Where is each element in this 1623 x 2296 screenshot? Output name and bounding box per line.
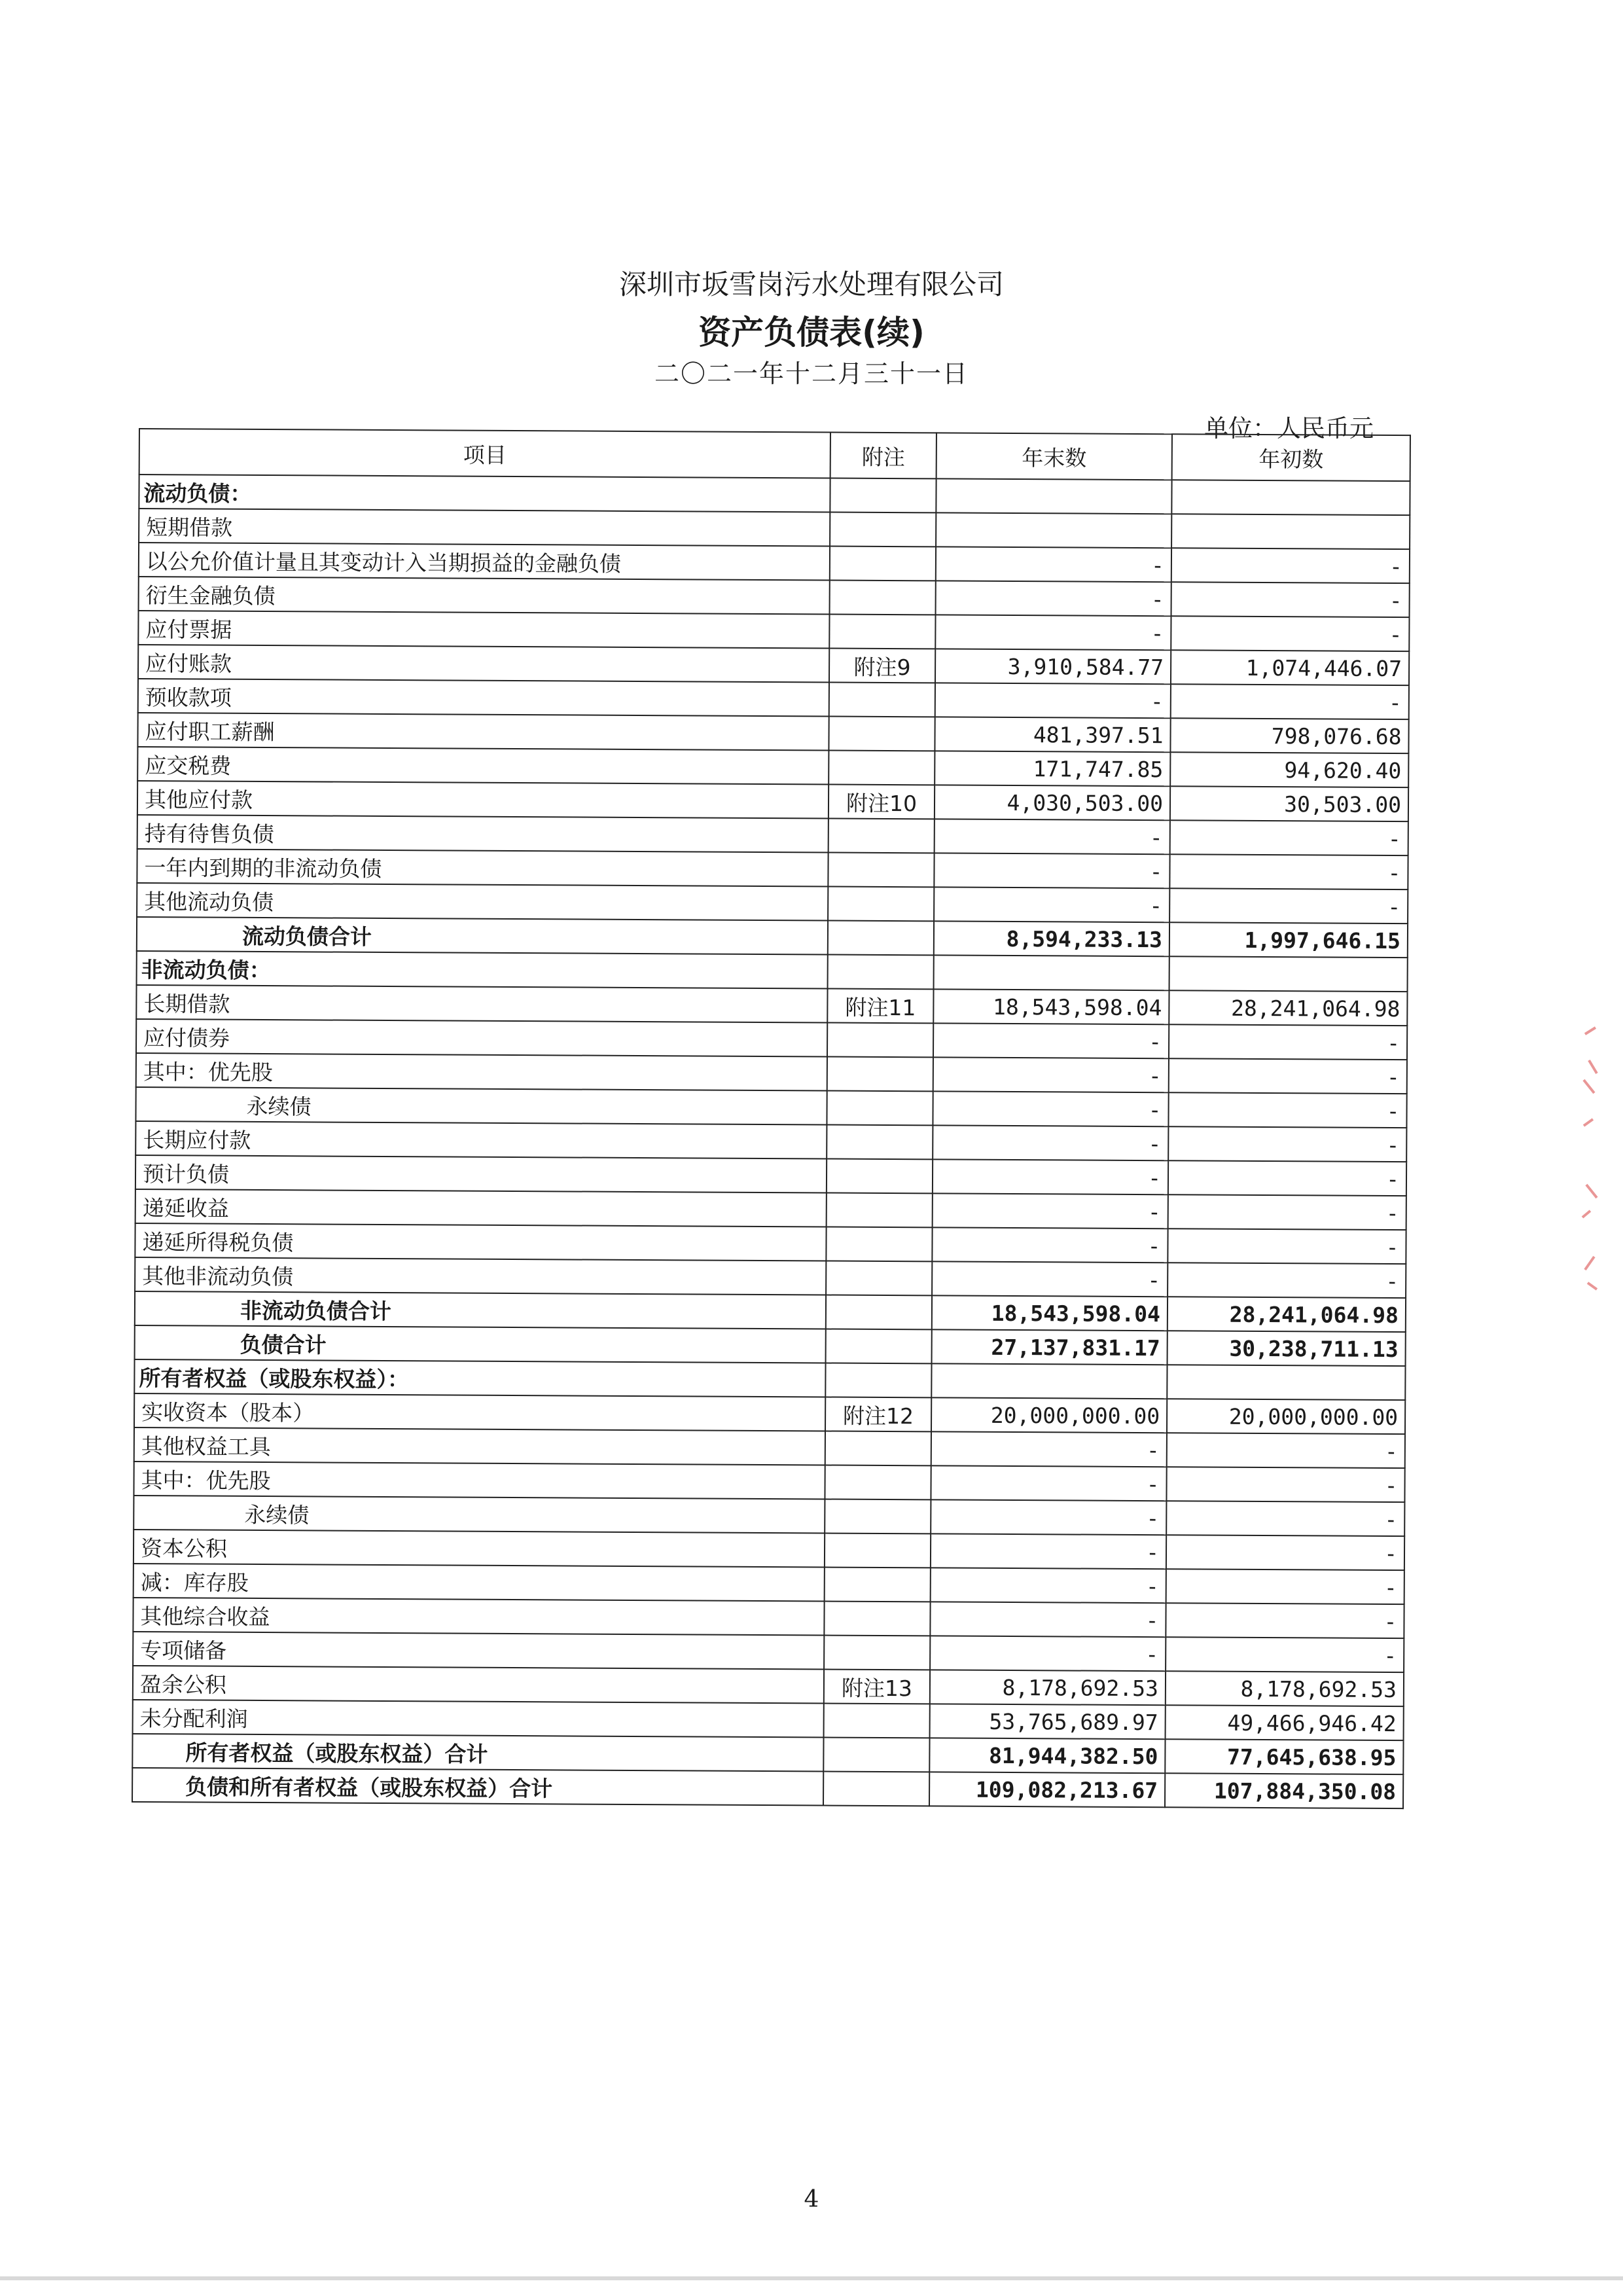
row-year-begin-value: -: [1166, 1535, 1404, 1570]
row-year-begin-value: 1,997,646.15: [1169, 922, 1408, 958]
row-year-end-value: 81,944,382.50: [929, 1738, 1165, 1773]
row-note-ref: [826, 1227, 932, 1262]
row-year-end-value: -: [933, 1159, 1168, 1194]
row-year-end-value: -: [935, 683, 1171, 718]
column-header-note: 附注: [830, 433, 936, 479]
report-title: 资产负债表(续): [698, 314, 925, 351]
row-item-label: 持有待售负债: [137, 815, 829, 853]
row-year-end-value: 171,747.85: [935, 751, 1170, 786]
row-item-label: 其他非流动负债: [135, 1257, 826, 1295]
row-item-label: 应付职工薪酬: [137, 713, 829, 751]
row-note-ref: [828, 955, 934, 990]
row-year-end-value: 20,000,000.00: [931, 1397, 1167, 1433]
row-item-label: 其中：优先股: [134, 1462, 825, 1499]
column-header-item: 项目: [139, 429, 830, 478]
row-item-label: 其他综合收益: [133, 1598, 824, 1636]
row-item-label: 专项储备: [133, 1632, 824, 1670]
row-year-end-value: [936, 478, 1171, 514]
row-note-ref: [827, 1023, 933, 1058]
row-year-end-value: -: [931, 1499, 1166, 1535]
row-year-begin-value: -: [1170, 820, 1408, 855]
row-note-ref: 附注9: [829, 649, 935, 683]
row-year-end-value: 27,137,831.17: [932, 1329, 1168, 1365]
column-header-year-begin: 年初数: [1172, 434, 1410, 481]
row-year-end-value: 18,543,598.04: [933, 989, 1169, 1024]
row-year-begin-value: [1171, 480, 1410, 515]
row-year-end-value: -: [931, 1465, 1166, 1501]
row-year-end-value: 53,765,689.97: [930, 1704, 1166, 1739]
row-year-end-value: 481,397.51: [935, 717, 1170, 752]
row-year-end-value: -: [931, 1568, 1166, 1603]
row-item-label: 衍生金融负债: [139, 577, 830, 615]
row-year-end-value: -: [933, 1057, 1169, 1092]
row-item-label: 未分配利润: [133, 1700, 824, 1738]
row-note-ref: [825, 1499, 931, 1534]
row-year-end-value: 8,178,692.53: [930, 1670, 1166, 1705]
row-item-label: 应交税费: [137, 747, 829, 785]
row-item-label: 盈余公积: [133, 1666, 824, 1704]
row-item-label: 其他应付款: [137, 781, 829, 819]
row-note-ref: [827, 1091, 933, 1126]
row-year-end-value: -: [931, 1431, 1167, 1467]
row-item-label: 以公允价值计量且其变动计入当期损益的金融负债: [139, 543, 830, 581]
row-item-label: 长期应付款: [135, 1121, 827, 1159]
row-year-end-value: [936, 512, 1171, 548]
row-year-end-value: -: [930, 1636, 1166, 1671]
row-item-label: 应付债券: [136, 1019, 827, 1057]
row-year-begin-value: -: [1167, 1433, 1405, 1468]
row-note-ref: [825, 1568, 931, 1602]
row-year-begin-value: 28,241,064.98: [1169, 990, 1407, 1026]
row-year-begin-value: -: [1166, 1637, 1404, 1672]
row-note-ref: [830, 478, 936, 513]
row-item-label: 一年内到期的非流动负债: [137, 849, 828, 887]
row-year-end-value: -: [933, 1193, 1168, 1229]
row-item-label: 流动负债：: [139, 475, 830, 512]
row-note-ref: [827, 1159, 933, 1194]
row-year-end-value: -: [933, 1125, 1168, 1160]
row-year-end-value: 109,082,213.67: [929, 1772, 1165, 1807]
row-year-end-value: -: [933, 1091, 1168, 1126]
row-note-ref: 附注10: [829, 785, 935, 819]
row-year-begin-value: -: [1168, 1229, 1406, 1264]
row-note-ref: [827, 1125, 933, 1160]
row-year-begin-value: [1169, 956, 1408, 992]
row-year-begin-value: 77,645,638.95: [1165, 1739, 1403, 1774]
row-year-end-value: -: [935, 819, 1170, 854]
row-note-ref: [825, 1534, 931, 1568]
row-item-label: 资本公积: [134, 1530, 825, 1568]
row-year-end-value: [934, 955, 1169, 990]
row-item-label: 其中：优先股: [136, 1053, 827, 1091]
row-year-end-value: 4,030,503.00: [935, 785, 1170, 820]
row-note-ref: [827, 1193, 933, 1228]
row-note-ref: [827, 1057, 933, 1092]
row-year-begin-value: 30,503.00: [1170, 786, 1408, 821]
row-item-label: 流动负债合计: [137, 917, 828, 955]
row-note-ref: [830, 547, 936, 581]
row-item-label: 应付票据: [138, 611, 829, 649]
row-note-ref: [829, 819, 935, 853]
row-note-ref: [830, 512, 936, 547]
row-year-begin-value: -: [1168, 1092, 1406, 1128]
seal-stamp-fragment: [1577, 1021, 1603, 1296]
row-note-ref: [829, 683, 935, 717]
row-year-begin-value: 798,076.68: [1170, 718, 1408, 753]
row-note-ref: [823, 1772, 929, 1806]
row-item-label: 应付账款: [138, 645, 829, 683]
row-item-label: 长期借款: [136, 985, 827, 1023]
row-item-label: 短期借款: [139, 509, 830, 547]
row-note-ref: 附注12: [825, 1397, 931, 1432]
currency-unit: 单位：人民币元: [1204, 414, 1374, 442]
row-year-begin-value: 28,241,064.98: [1168, 1297, 1406, 1332]
row-year-begin-value: 1,074,446.07: [1171, 650, 1409, 685]
table-body: [132, 475, 1410, 1808]
row-year-begin-value: 20,000,000.00: [1167, 1399, 1405, 1434]
row-note-ref: [828, 921, 934, 956]
row-year-begin-value: -: [1171, 684, 1409, 719]
row-item-label: 所有者权益（或股东权益）：: [134, 1359, 825, 1397]
row-item-label: 实收资本（股本）: [134, 1393, 825, 1431]
row-year-end-value: -: [930, 1602, 1166, 1637]
row-year-begin-value: -: [1168, 1263, 1406, 1298]
row-note-ref: [825, 1363, 931, 1398]
company-name: 深圳市坂雪岗污水处理有限公司: [618, 268, 1004, 300]
row-year-end-value: [931, 1363, 1167, 1399]
row-year-begin-value: -: [1171, 548, 1410, 583]
row-item-label: 其他权益工具: [134, 1427, 825, 1465]
row-year-begin-value: -: [1168, 1126, 1406, 1162]
row-item-label: 负债合计: [135, 1325, 826, 1363]
row-note-ref: [825, 1465, 931, 1500]
table-header-row: [139, 429, 1410, 481]
row-year-begin-value: -: [1166, 1603, 1404, 1638]
table-row: [132, 1768, 1403, 1808]
row-item-label: 递延所得税负债: [135, 1223, 826, 1261]
row-note-ref: [826, 1295, 932, 1330]
row-year-end-value: -: [936, 581, 1171, 616]
row-note-ref: [830, 581, 936, 615]
row-year-begin-value: 107,884,350.08: [1165, 1773, 1403, 1808]
row-year-end-value: -: [936, 547, 1171, 582]
row-note-ref: [829, 717, 935, 751]
row-year-end-value: -: [934, 853, 1169, 888]
row-year-begin-value: -: [1169, 1058, 1407, 1094]
page-number: 4: [804, 2186, 819, 2213]
row-note-ref: [824, 1704, 930, 1738]
row-note-ref: [829, 751, 935, 785]
row-item-label: 所有者权益（或股东权益）合计: [132, 1734, 823, 1772]
row-note-ref: [824, 1636, 930, 1670]
row-year-end-value: -: [934, 887, 1169, 922]
row-year-begin-value: 94,620.40: [1170, 752, 1408, 787]
row-item-label: 预收款项: [138, 679, 829, 717]
row-note-ref: [828, 887, 934, 922]
row-year-end-value: -: [932, 1227, 1168, 1263]
row-item-label: 永续债: [135, 1087, 827, 1125]
row-year-end-value: -: [931, 1534, 1166, 1569]
row-year-begin-value: [1171, 514, 1410, 549]
row-note-ref: [823, 1738, 929, 1772]
row-year-end-value: 18,543,598.04: [932, 1295, 1168, 1331]
row-year-end-value: 8,594,233.13: [934, 921, 1169, 956]
row-note-ref: [826, 1261, 932, 1296]
row-year-begin-value: 8,178,692.53: [1166, 1671, 1404, 1706]
column-header-year-end: 年末数: [936, 433, 1172, 480]
row-item-label: 减：库存股: [134, 1564, 825, 1602]
row-item-label: 负债和所有者权益（或股东权益）合计: [132, 1768, 823, 1806]
row-note-ref: [828, 853, 934, 888]
balance-sheet-table: [132, 428, 1411, 1809]
row-item-label: 其他流动负债: [137, 883, 828, 921]
row-year-begin-value: -: [1169, 854, 1408, 889]
row-year-end-value: 3,910,584.77: [935, 649, 1171, 684]
row-year-begin-value: -: [1168, 1160, 1406, 1196]
row-note-ref: [824, 1602, 930, 1636]
row-year-begin-value: -: [1166, 1501, 1404, 1536]
row-year-begin-value: -: [1169, 1024, 1407, 1060]
row-year-end-value: -: [933, 1023, 1169, 1058]
row-note-ref: [825, 1431, 931, 1466]
row-note-ref: 附注11: [827, 989, 933, 1024]
row-note-ref: [826, 1329, 932, 1364]
row-year-begin-value: -: [1166, 1569, 1404, 1604]
row-year-begin-value: -: [1168, 1194, 1406, 1230]
row-item-label: 非流动负债合计: [135, 1291, 826, 1329]
row-year-begin-value: -: [1171, 582, 1410, 617]
row-year-begin-value: -: [1166, 1467, 1404, 1502]
row-year-begin-value: 49,466,946.42: [1166, 1705, 1404, 1740]
row-year-end-value: -: [935, 615, 1171, 650]
row-year-begin-value: [1167, 1365, 1405, 1400]
row-item-label: 递延收益: [135, 1189, 827, 1227]
row-year-begin-value: -: [1171, 616, 1409, 651]
row-item-label: 预计负债: [135, 1155, 827, 1193]
row-year-begin-value: 30,238,711.13: [1168, 1331, 1406, 1366]
row-note-ref: [829, 615, 935, 649]
scan-edge-line: [0, 2276, 1623, 2280]
row-year-begin-value: -: [1169, 888, 1408, 924]
row-note-ref: 附注13: [824, 1670, 930, 1704]
row-year-end-value: -: [932, 1261, 1168, 1297]
row-item-label: 非流动负债：: [137, 951, 828, 989]
report-date: 二〇二一年十二月三十一日: [654, 359, 969, 388]
row-item-label: 永续债: [134, 1496, 825, 1534]
